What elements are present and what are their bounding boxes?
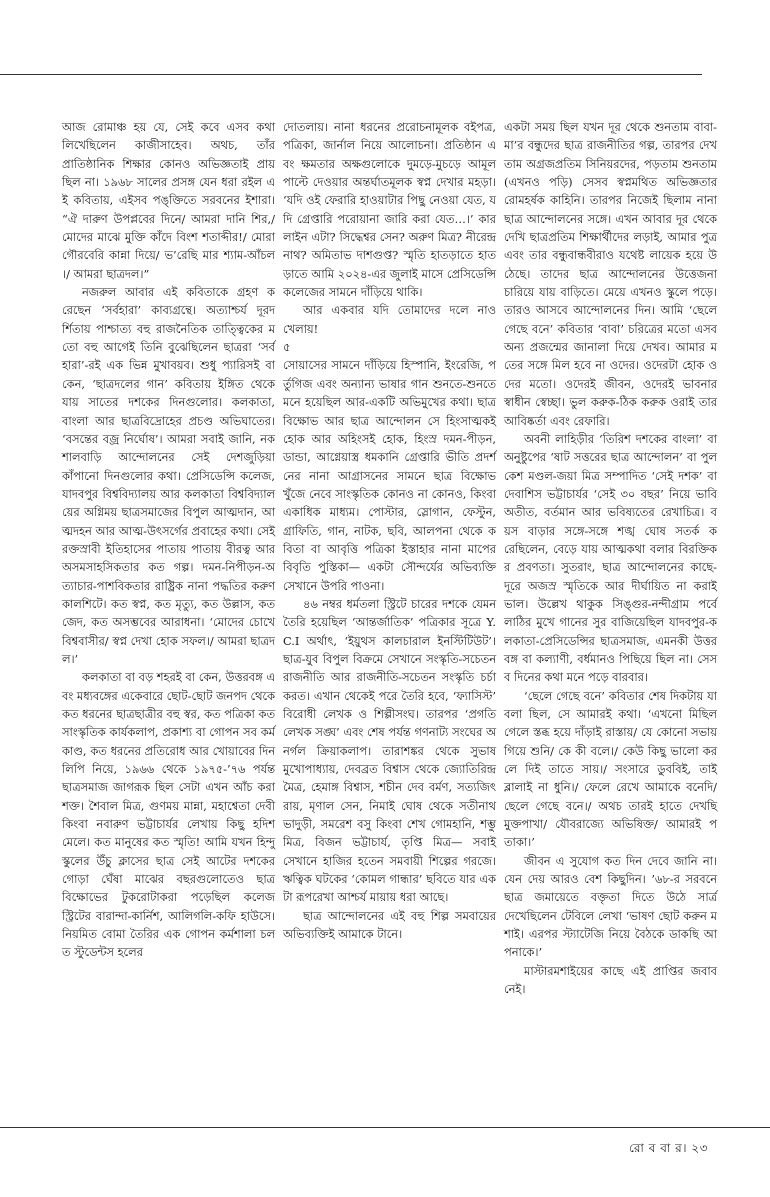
- paragraph: আর একবার যদি তোমাদের দলে নাও খেলায়!: [283, 303, 496, 336]
- paragraph: সোয়াসের সামনে দাঁড়িয়ে হিস্পানি, ইংরেজি, পর্তুগিজ এবং অন্যান্য ভাষার গান শুনতে-শুনতে মনে হয়েছিল আর-একটি অভিমুখের কথা। ছাত্র বিক্ষোভ আর ছাত্র আন্দোলন সে হিংসাত্মকই হোক আর অহিংসই হোক, হিংস্র দমন-পীড়ন, ডান্ডা, আগ্নেয়াস্ত্র ধমকানি গ্রেপ্তারি ভীতি প্রদর্শনের নানা আগ্রাসনের সামনে ছাত্র বিক্ষোভ খুঁজে নেবে সাংস্কৃতিক কোনও না কোনও, কিংবা একাধিক মাধ্যম। পোস্টার, স্লোগান, ফেস্টুন, গ্রাফিতি, গান, নাটক, ছবি, আলপনা থেকে কবিতা বা আবৃত্তি পত্রিকা ইস্তাহার নানা মাপের বিবৃতি পুস্তিকা— একটা সৌন্দর্যের অভিব্যক্তি সেখানে উপরি পাওনা।: [283, 358, 496, 593]
- paragraph: দোতলায়। নানা ধরনের প্ররোচনামূলক বইপত্র, পত্রিকা, জার্নাল নিয়ে আলোচনা। প্রতিষ্ঠান এবং ক্ষমতার অক্ষগুলোকে দুমড়ে-মুচড়ে আমূল পাল্টে দেওয়ার অন্তর্ঘাতমূলক স্বপ্ন দেখার মহড়া। ‘যদি ওই ফেরারি হাওয়াটার পিছু নেওয়া যেত, যদি গ্রেপ্তারি পরোয়ানা জারি করা যেত…।’ কার লাইন এটা? সিদ্ধেশ্বর সেন? অরুণ মিত্র? নীরেন্দ্রনাথ? অমিতাভ দাশগুপ্ত? স্মৃতি হাতড়াতে হাতড়াতে আমি ২০২৪-এর জুলাই মাসে প্রেসিডেন্সি কলেজের সামনে দাঁড়িয়ে থাকি।: [283, 120, 496, 300]
- paragraph: আজ রোমাঞ্চ হয় যে, সেই কবে এসব কথা লিখেছিলেন কাজীসাহেব। অথচ, তাঁর প্রাতিষ্ঠানিক শিক্ষার কোনও অভিজ্ঞতাই প্রায় ছিল না। ১৯৬৮ সালের প্রসঙ্গ যেন ধরা রইল এই কবিতায়, এইসব পঙ্‌ক্তিতে সরবনের ইশারা। “ঐ দারুণ উপপ্লবের দিনে/ আমরা দানি শির,/ মোদের মাঝে মুক্তি কাঁদে বিংশ শতাব্দীর!/ মোরা গৌরবেরি কান্না দিয়ে/ ভ’রেছি মার শ্যাম-আঁচল।/ আমরা ছাত্রদল।”: [62, 120, 275, 281]
- article-column-2: [283, 118, 496, 942]
- article-column-1: [62, 118, 275, 1118]
- top-rule: [0, 74, 702, 75]
- section-number: ৫: [283, 340, 291, 355]
- paragraph: জীবন এ সুযোগ কত দিন দেবে জানি না। যেন দেয় আরও বেশ কিছুদিন। ’৬৮-র সরবনে ছাত্র জমায়েতে বক্তৃতা দিতে উঠে সার্ত্র দেখেছিলেন টেবিলে লেখা ‘ভাষণ ছোট করুন মশাই। এরপর স্ট্যাটেজি নিয়ে বৈঠকে ডাকছি আপনাকে।’: [504, 853, 717, 960]
- article-column-3: [504, 118, 717, 1118]
- paragraph: ‘ছেলে গেছে বনে’ কবিতার শেষ দিকটায় যা বলা ছিল, সে আমারই কথা। ‘এখনো মিছিল গেলে স্তব্ধ হয়ে দাঁড়াই রাস্তায়/ যে কোনো সভায় গিয়ে শুনি/ কে কী বলে।/ কেউ কিছু ভালো করলে দিই তাতে সায়।/ সংসারে ডুববিই, তাই ব্লালাই না ধুনি।/ ফেলে রেখে আমাকে বনেদি/ ছেলে গেছে বনে।/ অথচ তারই হাতে দেখছি মুক্তপাখা/ যৌবরাজ্যে অভিষিক্ত/ আমারই পতাকা।’: [504, 688, 717, 850]
- paragraph: মাস্টারমশাইয়ের কাছে এই প্রাপ্তির জবাব নেই।: [504, 963, 717, 997]
- bottom-rule: [0, 1127, 770, 1128]
- page-footer: রো ব বা র। ২৩: [628, 1141, 708, 1155]
- paragraph: নজরুল আবার এই কবিতাকে গ্রহণ করেছেন ‘সর্বহারা’ কাব্যগ্রন্থে। অত্যাশ্চর্য দূরদর্শিতায় পাশ্চাত্য বহু রাজনৈতিক তাত্ত্বিকের মতো বহু আগেই তিনি বুঝেছিলেন ছাত্ররা ‘সর্বহারা’-রই এক ভিন্ন মুখাবয়ব। শুধু প্যারিসই বা কেন, ‘ছাত্রদলের গান’ কবিতায় ইঙ্গিত থেকে যায় সাতের দশকের দিনগুলোর। কলকাতা, বাংলা আর ছাত্রবিদ্রোহের প্রচণ্ড অভিঘাতের। ‘বসন্তের বজ্র নির্ঘোষ’। আমরা সবাই জানি, নকশালবাড়ি আন্দোলনের সেই দেশজুড়িয়া কাঁপানো দিনগুলোর কথা। প্রেসিডেন্সি কলেজ, যাদবপুর বিশ্ববিদ্যালয় আর কলকাতা বিশ্ববিদ্যালয়ের অগ্নিময় ছাত্রসমাজের বিপুল আত্মদান, আত্মদহন আর আত্ম-উৎসর্গের প্রবাহের কথা। সেই রক্তস্রাবী ইতিহাসের পাতায় পাতায় বীরত্ব আর অসমসাহসিকতার কত গল্প। দমন-নিপীড়ন-অত্যাচার-পাশবিকতার রাষ্ট্রিক নানা পদ্ধতির করুণ কালশিটে। কত স্বপ্ন, কত মৃত্যু, কত উল্লাস, কত জেদ, কত অসম্ভবের আরাধনা। ‘মোদের চোখে বিশ্ববাসীর/ স্বপ্ন দেখা হোক সফল।/ আমরা ছাত্রদল।’: [62, 285, 275, 666]
- paragraph: অবনী লাহিড়ীর ‘তিরিশ দশকের বাংলা’ বা অনুষ্টুপের ‘ষাট সত্তরের ছাত্র আন্দোলন’ বা পুলকেশ মণ্ডল-জয়া মিত্র সম্পাদিত ‘সেই দশক’ বা দেবাশিস ভট্টাচার্যর ‘সেই ৩০ বছর’ নিয়ে ভাবি অতীত, বর্তমান আর ভবিষ্যতের রেখাচিত্র। বয়স বাড়ার সঙ্গে-সঙ্গে শঙ্খ ঘোষ সতর্ক করেছিলেন, বেড়ে যায় আত্মকথা বলার বিরক্তিকর প্রবণতা। সুতরাং, ছাত্র আন্দোলনের কাছে-দূরে অজস্র স্মৃতিকে আর দীর্ঘায়িত না করাই ভাল। উল্লেখ থাকুক সিঙ্গুর-নন্দীগ্রাম পর্বে লাঠির মুখে গানের সুর বাজিয়েছিল যাদবপুর-কলকাতা-প্রেসিডেন্সির ছাত্রসমাজ, এমনকী উত্তরবঙ্গ বা কল্যাণী, বর্ধমানও পিছিয়ে ছিল না। সেসব দিনের কথা মনে পড়ে বারবার।: [504, 431, 717, 685]
- paragraph: ৪৬ নম্বর ধর্মতলা স্ট্রিটে চারের দশকে যেমন তৈরি হয়েছিল ‘আন্তর্জাতিক’ পত্রিকার সূত্রে Y.C.I অর্থাৎ, ‘ইয়ুথস কালচারাল ইনস্টিটিউট’। ছাত্র-যুব বিপুল বিক্রমে সেখানে সংস্কৃতি-সচেতন রাজনীতি আর রাজনীতি-সচেতন সংস্কৃতি চর্চা করত। এখান থেকেই পরে তৈরি হবে, ‘ফ্যাসিস্ট’ বিরোধী লেখক ও শিল্পীসংঘ। তারপর ‘প্রগতি লেখক সঙ্ঘ’ এবং শেষ পর্যন্ত গণনাট্য সংঘের অনর্গল ক্রিয়াকলাপ। তারাশঙ্কর থেকে সুভাষ মুখোপাধ্যায়, দেবব্রত বিশ্বাস থেকে জ্যোতিরিন্দ্র মৈত্র, হেমাঙ্গ বিশ্বাস, শচীন দেব বর্মণ, সত্যজিৎ রায়, মৃণাল সেন, নিমাই ঘোষ থেকে সতীনাথ ভাদুড়ী, সমরেশ বসু কিংবা শেখ গোমহানি, শম্ভু মিত্র, বিজন ভট্টাচার্য, তৃপ্তি মিত্র— সবাই সেখানে হাজির হতেন সমবায়ী শিল্পের গরজে। ঋত্বিক ঘটকের ‘কোমল গান্ধার’ ছবিতে যার একটা রূপরেখা আশ্চর্য মায়ায় ধরা আছে।: [283, 596, 496, 905]
- paragraph: কলকাতা বা বড় শহরই বা কেন, উত্তরবঙ্গ এবং মধ্যবঙ্গের একেবারে ছোট-ছোট জনপদ থেকে কত ধরনের ছাত্রছাত্রীর বহু স্বর, কত পত্রিকা কত সাংস্কৃতিক কার্যকলাপ, প্রকাশ্য বা গোপন সব কর্মকাণ্ড, কত ধরনের প্রতিরোধ আর খোয়াবের দিনলিপি নিয়ে, ১৯৬৬ থেকে ১৯৭৫-’৭৬ পর্যন্ত ছাত্রসমাজ জাগরূক ছিল সেটা এখন আঁচ করা শক্ত। শৈবাল মিত্র, গুণময় মান্না, মহাশ্বেতা দেবী কিংবা নবারুণ ভট্টাচার্যর লেখায় কিছু হদিশ মেলে। কত মানুষের কত স্মৃতি! আমি যখন হিন্দু স্কুলের উঁচু ক্লাসের ছাত্র সেই আটের দশকের গোড়া ঘেঁষা মাঝের বছরগুলোতেও ছাত্র বিক্ষোভের টুকরোটাকরা পড়েছিল কলেজ স্ট্রিটের বারান্দা-কার্নিশ, আলিগলি-কফি হাউসে। নিয়মিত বোমা তৈরির এক গোপন কর্মশালা চলত স্টুডেন্টস হলের: [62, 670, 275, 960]
- paragraph: একটা সময় ছিল যখন দূর থেকে শুনতাম বাবা-মা’র বন্ধুদের ছাত্র রাজনীতির গল্প, তারপর দেখতাম অগ্রজপ্রতিম সিনিয়রদের, পড়তাম শুনতাম (এখনও পড়ি) সেসব স্বপ্নমথিত অভিজ্ঞতার রোমহর্ষক কাহিনি। তারপর নিজেই ছিলাম নানা ছাত্র আন্দোলনের সঙ্গে। এখন আবার দূর থেকে দেখি ছাত্রপ্রতিম শিক্ষার্থীদের লড়াই, আমার পুত্র এবং তার বন্ধুবান্ধবীরাও যথেষ্ট লায়েক হয়ে উঠেছে। তাদের ছাত্র আন্দোলনের উত্তেজনা চারিয়ে যায় বাড়িতে। মেয়ে এখনও স্কুলে পড়ে। তারও আসবে আন্দোলনের দিন। আমি ‘ছেলে গেছে বনে’ কবিতার ‘বাবা’ চরিত্রের মতো এসব অন্য প্রজন্মের জানালা দিয়ে দেখব। আমার মতের সঙ্গে মিল হবে না ওদের। ওদেরটা হোক ওদের মতো। ওদেরই জীবন, ওদেরই ভাবনার স্বাধীন স্বেচ্ছা। ভুল করুক-ঠিক করুক ওরাই তার আবিষ্কর্তা এবং রেফারি।: [504, 120, 717, 428]
- paragraph: ছাত্র আন্দোলনের এই বহু শিল্প সমবায়ের অভিব্যক্তিই আমাকে টানে।: [283, 908, 496, 942]
